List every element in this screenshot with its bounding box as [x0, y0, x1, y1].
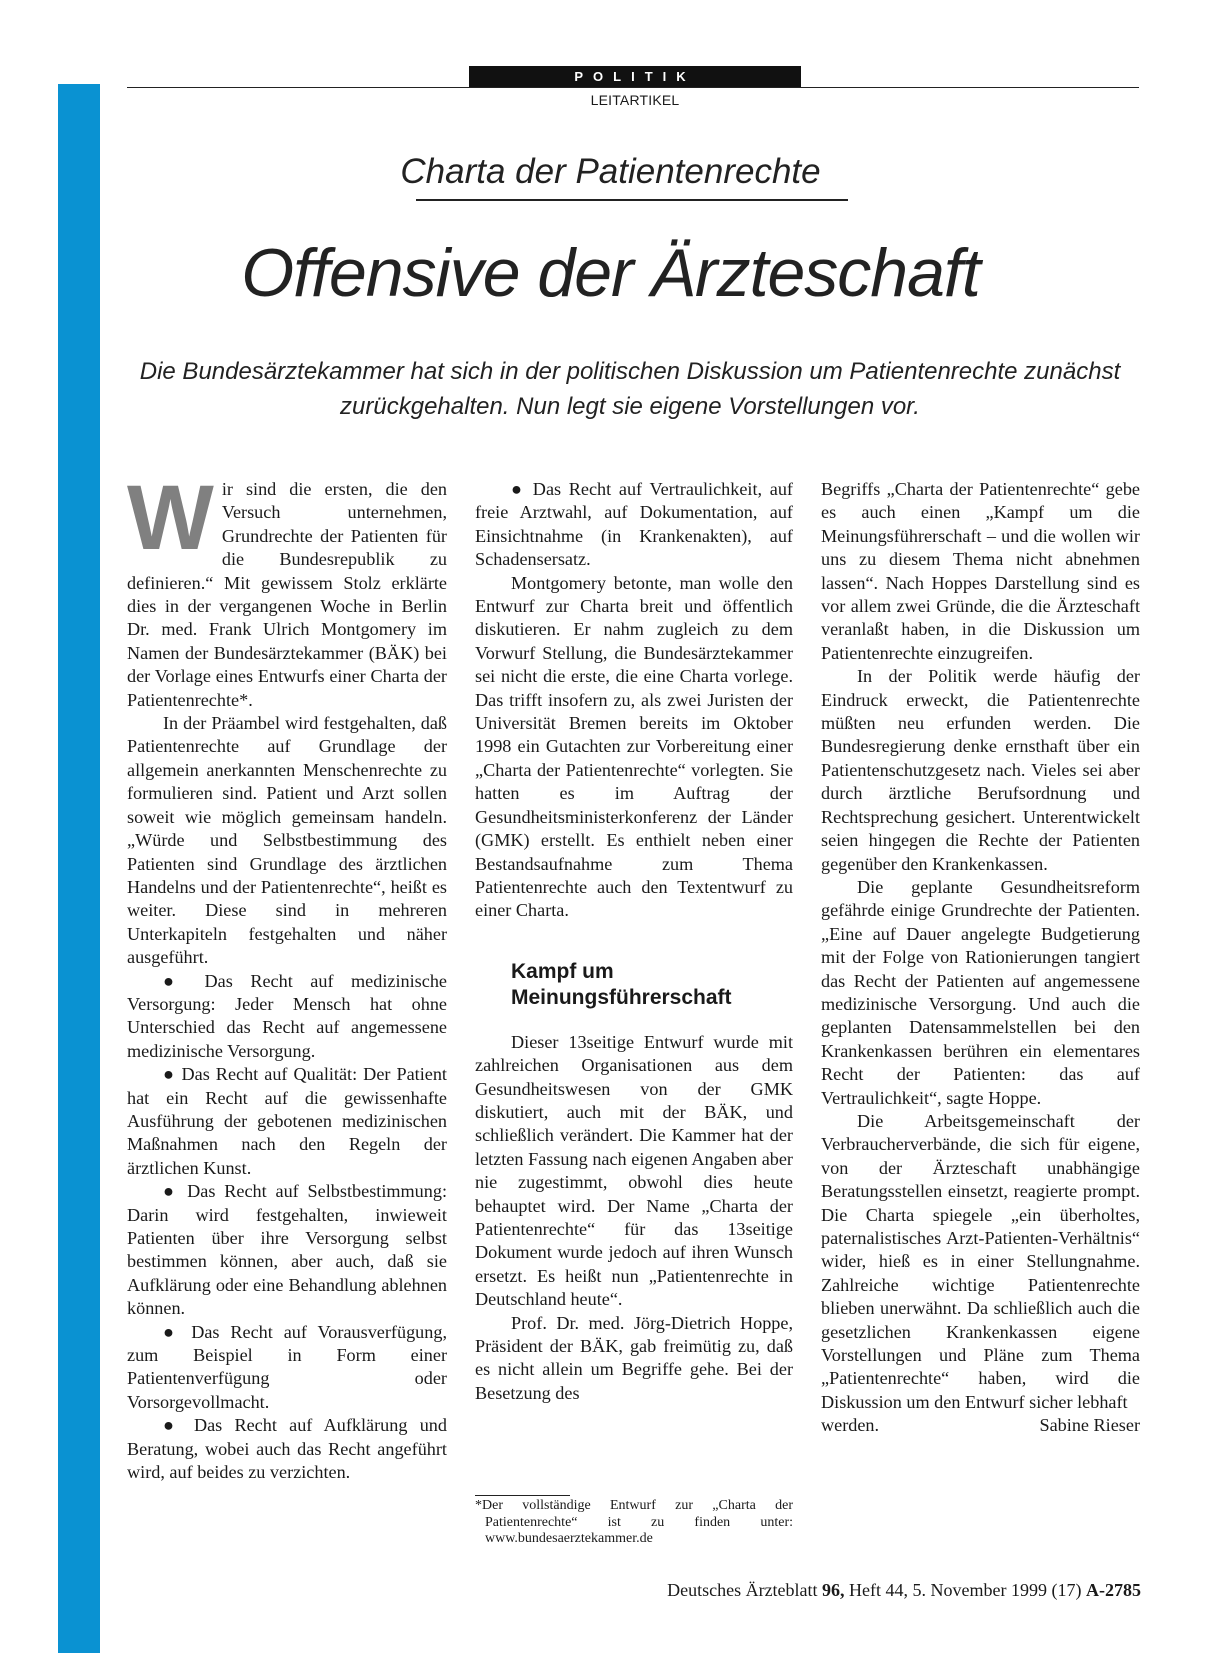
bullet-item: ● Das Recht auf Aufklärung und Beratung, wobei auch das Recht angeführt wird, auf beides zu verzichten.: [127, 1415, 447, 1483]
text-column-3: [821, 478, 1140, 1438]
paragraph: Prof. Dr. med. Jörg-Dietrich Hoppe, Präsident der BÄK, gab freimütig zu, daß es nicht allein um Begriffe gehe. Bei der Besetzung des: [475, 1312, 793, 1403]
article-kicker: Charta der Patientenrechte: [400, 152, 821, 191]
footnote: [475, 1498, 793, 1548]
journal-name: Deutsches Ärzteblatt: [667, 1580, 818, 1600]
article-headline: Offensive der Ärzteschaft: [241, 235, 980, 311]
subheading: [511, 959, 793, 1011]
text-column-2: [475, 478, 793, 1405]
header-rule: [127, 87, 1139, 88]
footnote-rule: [475, 1495, 570, 1496]
paragraph: Dieser 13seitige Entwurf wurde mit zahlreichen Organisationen aus dem Gesundheitswesen von der GMK diskutiert, auch mit der BÄK, und schließlich verändert. Die Kammer hat der letzten Fassung nach eigenen Angaben aber nie zugestimmt, obwohl dies heute behauptet wird. Der Name „Charta der Patientenrechte“ für das 13seitige Dokument wurde jedoch auf ihren Wunsch ersetzt. Es heißt nun „Patientenrechte in Deutschland heute“.: [475, 1031, 793, 1310]
paragraph: ir sind die ersten, die den Versuch unternehmen, Grundrechte der Patienten für die Bundesrepublik zu definieren.“ Mit gewissem Stolz erklärte dies in der vergangenen Woche in Berlin Dr. med. Frank Ulrich Montgomery im Namen der Bundesärztekammer (BÄK) bei der Vorlage eines Entwurfs einer Charta der Patientenrechte*.: [127, 479, 447, 710]
paragraph: Die Arbeitsgemeinschaft der Verbraucherverbände, die sich für eigene, von der Ärzteschaft unabhängige Beratungsstellen einsetzt, reagierte prompt. Die Charta spiegele „ein überholtes, paternalistisches Arzt-Patienten-Verhältnis“ wider, hieß es in einer Stellungnahme. Zahlreiche wichtige Patientenrechte blieben unerwähnt. Da schließlich auch die gesetzlichen Krankenkassen eigene Vorstellungen und Pläne zum Thema „Patientenrechte“ haben, wird die Diskussion um den Entwurf sicher lebhaft: [821, 1110, 1140, 1412]
footnote-text: *Der vollständige Entwurf zur „Charta der Patientenrechte“ ist zu finden unter: www.bundesaerztekammer.de: [475, 1498, 793, 1546]
article-dek: Die Bundesärztekammer hat sich in der politischen Diskussion um Patientenrechte zunächst zurückgehalten. Nun legt sie eigene Vorstellungen vor.: [139, 358, 1121, 420]
drop-cap: W: [127, 467, 214, 569]
paragraph: Die geplante Gesundheitsreform gefährde einige Grundrechte der Patienten. „Eine auf Dauer angelegte Budgetierung mit der Folge von Rationierungen tangiert das Recht der Patienten auf angemessene medizinische Versorgung. Und auch die geplanten Datensammelstellen bei den Krankenkassen berühren ein elementares Recht der Patienten: das auf Vertraulichkeit“, sagte Hoppe.: [821, 876, 1140, 1108]
bullet-item: ● Das Recht auf Selbstbestimmung: Darin wird festgehalten, inwieweit Patienten über ihre Versorgung selbst bestimmen können, aber auch, daß sie Aufklärung oder eine Behandlung ablehnen können.: [127, 1181, 447, 1319]
bullet-item: ● Das Recht auf Qualität: Der Patient hat ein Recht auf die gewissenhafte Ausführung der gebotenen medizinischen Maßnahmen nach den Regeln der ärztlichen Kunst.: [127, 1064, 447, 1178]
kicker-underline: [416, 199, 848, 201]
bullet-item: ● Das Recht auf medizinische Versorgung: Jeder Mensch hat ohne Unterschied das Recht auf angemessene medizinische Versorgung.: [127, 970, 447, 1061]
paragraph: In der Politik werde häufig der Eindruck erweckt, die Patientenrechte müßten neu erfunden werden. Die Bundesregierung denke ernsthaft über ein Patientenschutzgesetz nach. Vieles sei aber durch ärztliche Berufsordnung und Rechtsprechung gesichert. Unterentwickelt seien hingegen die Rechte der Patienten gegenüber den Krankenkassen.: [821, 666, 1140, 874]
sidebar-color-stripe: [58, 84, 100, 1653]
page-number: A-2785: [1086, 1580, 1141, 1600]
journal-volume: 96,: [822, 1580, 845, 1600]
issue-date: Heft 44, 5. November 1999 (17): [849, 1580, 1082, 1600]
section-label: POLITIK: [469, 66, 801, 87]
closing-line: [821, 1414, 1140, 1437]
subheading-line-2: Meinungsführerschaft: [511, 985, 732, 1009]
paragraph: Begriffs „Charta der Patientenrechte“ gebe es auch einen „Kampf um die Meinungsführerschaft – und die wollen wir uns zu diesem Thema nicht abnehmen lassen“. Nach Hoppes Darstellung sind es vor allem zwei Gründe, die die Ärzteschaft veranlaßt haben, in die Diskussion um Patientenrechte einzugreifen.: [821, 479, 1140, 663]
bullet-item: ● Das Recht auf Vorausverfügung, zum Beispiel in Form einer Patientenverfügung oder Vorsorgevollmacht.: [127, 1321, 447, 1412]
author-name: Sabine Rieser: [1039, 1415, 1140, 1436]
paragraph: Montgomery betonte, man wolle den Entwurf zur Charta breit und öffentlich diskutieren. Er nahm zugleich zu dem Vorwurf Stellung, die Bundesärztekammer sei nicht die erste, die eine Charta vorlege. Das trifft insofern zu, als zwei Juristen der Universität Bremen bereits im Oktober 1998 ein Gutachten zur Vorbereitung einer „Charta der Patientenrechte“ vorlegten. Sie hatten es im Auftrag der Gesundheitsministerkonferenz der Länder (GMK) erstellt. Es enthielt neben einer Bestandsaufnahme zum Thema Patientenrechte auch den Textentwurf zu einer Charta.: [475, 572, 793, 921]
text-column-1: [127, 467, 447, 1484]
closing-word: werden.: [821, 1415, 880, 1436]
paragraph: In der Präambel wird festgehalten, daß Patientenrechte auf Grundlage der allgemein anerkannten Menschenrechte zu formulieren sind. Patient und Arzt sollen soweit wie möglich gemeinsam handeln. „Würde und Selbstbestimmung des Patienten sind Grundlage des ärztlichen Handelns und der Patientenrechte“, heißt es weiter. Diese sind in mehreren Unterkapiteln festgehalten und näher ausgeführt.: [127, 713, 447, 968]
subsection-label: LEITARTIKEL: [590, 92, 680, 108]
page-footer: [667, 1580, 1141, 1601]
bullet-item: ● Das Recht auf Vertraulichkeit, auf freie Arztwahl, auf Dokumentation, auf Einsichtnahme (in Krankenakten), auf Schadensersatz.: [475, 479, 793, 570]
subheading-line-1: Kampf um: [511, 959, 614, 983]
